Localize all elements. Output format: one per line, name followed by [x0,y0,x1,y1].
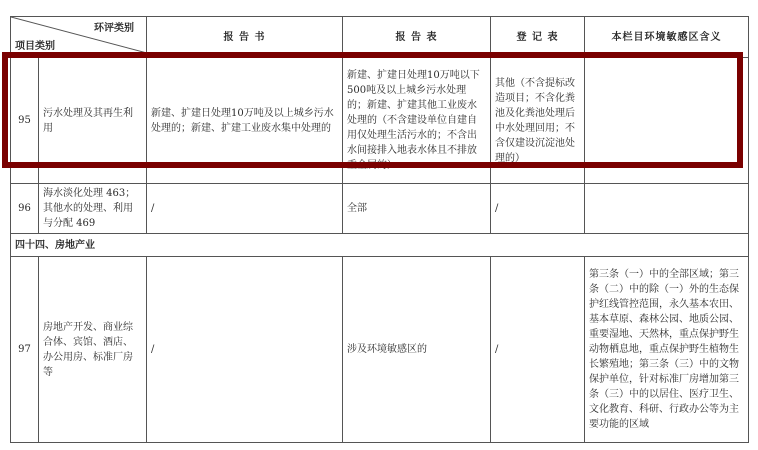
report-form-cell: 涉及环境敏感区的 [343,257,491,443]
header-env-category: 环评类别 [94,23,134,34]
table-row [11,257,749,443]
table-row [11,58,749,184]
header-report-form: 报 告 表 [343,17,491,58]
category-row [11,234,749,257]
header-project-category: 项目类别 [15,41,55,52]
header-registration: 登 记 表 [491,17,585,58]
header-sensitive-area: 本栏目环境敏感区含义 [585,17,749,58]
regulation-table [10,16,749,443]
project-cell: 污水处理及其再生利用 [39,58,147,184]
registration-cell: 其他（不含提标改造项目；不含化粪池及化粪池处理后中水处理回用；不含仅建设沉淀池处理的） [491,58,585,184]
row-number: 97 [11,257,39,443]
sensitive-cell [585,184,749,234]
report-book-cell: 新建、扩建日处理10万吨及以上城乡污水处理的；新建、扩建工业废水集中处理的 [147,58,343,184]
category-label: 四十四、房地产业 [11,234,749,257]
report-form-cell: 全部 [343,184,491,234]
row-number: 96 [11,184,39,234]
row-number: 95 [11,58,39,184]
table-row [11,184,749,234]
report-book-cell: / [147,184,343,234]
header-report-book: 报 告 书 [147,17,343,58]
registration-cell: / [491,257,585,443]
diagonal-header-cell [11,17,147,58]
project-cell: 房地产开发、商业综合体、宾馆、酒店、办公用房、标准厂房等 [39,257,147,443]
project-cell: 海水淡化处理 463；其他水的处理、利用与分配 469 [39,184,147,234]
sensitive-cell: 第三条（一）中的全部区域；第三条（二）中的除（一）外的生态保护红线管控范围，永久基本农田、基本草原、森林公园、地质公园、重要湿地、天然林，重点保护野生动物栖息地，重点保护野生植物生长繁殖地；第三条（三）中的文物保护单位，针对标准厂房增加第三条（三）中的以居住、医疗卫生、文化教育、科研、行政办公等为主要功能的区域 [585,257,749,443]
registration-cell: / [491,184,585,234]
sensitive-cell [585,58,749,184]
report-form-cell: 新建、扩建日处理10万吨以下500吨及以上城乡污水处理的；新建、扩建其他工业废水处理的（不含建设单位自建自用仅处理生活污水的；不含出水间接排入地表水体且不排放重金属的） [343,58,491,184]
report-book-cell: / [147,257,343,443]
header-row [11,17,749,58]
